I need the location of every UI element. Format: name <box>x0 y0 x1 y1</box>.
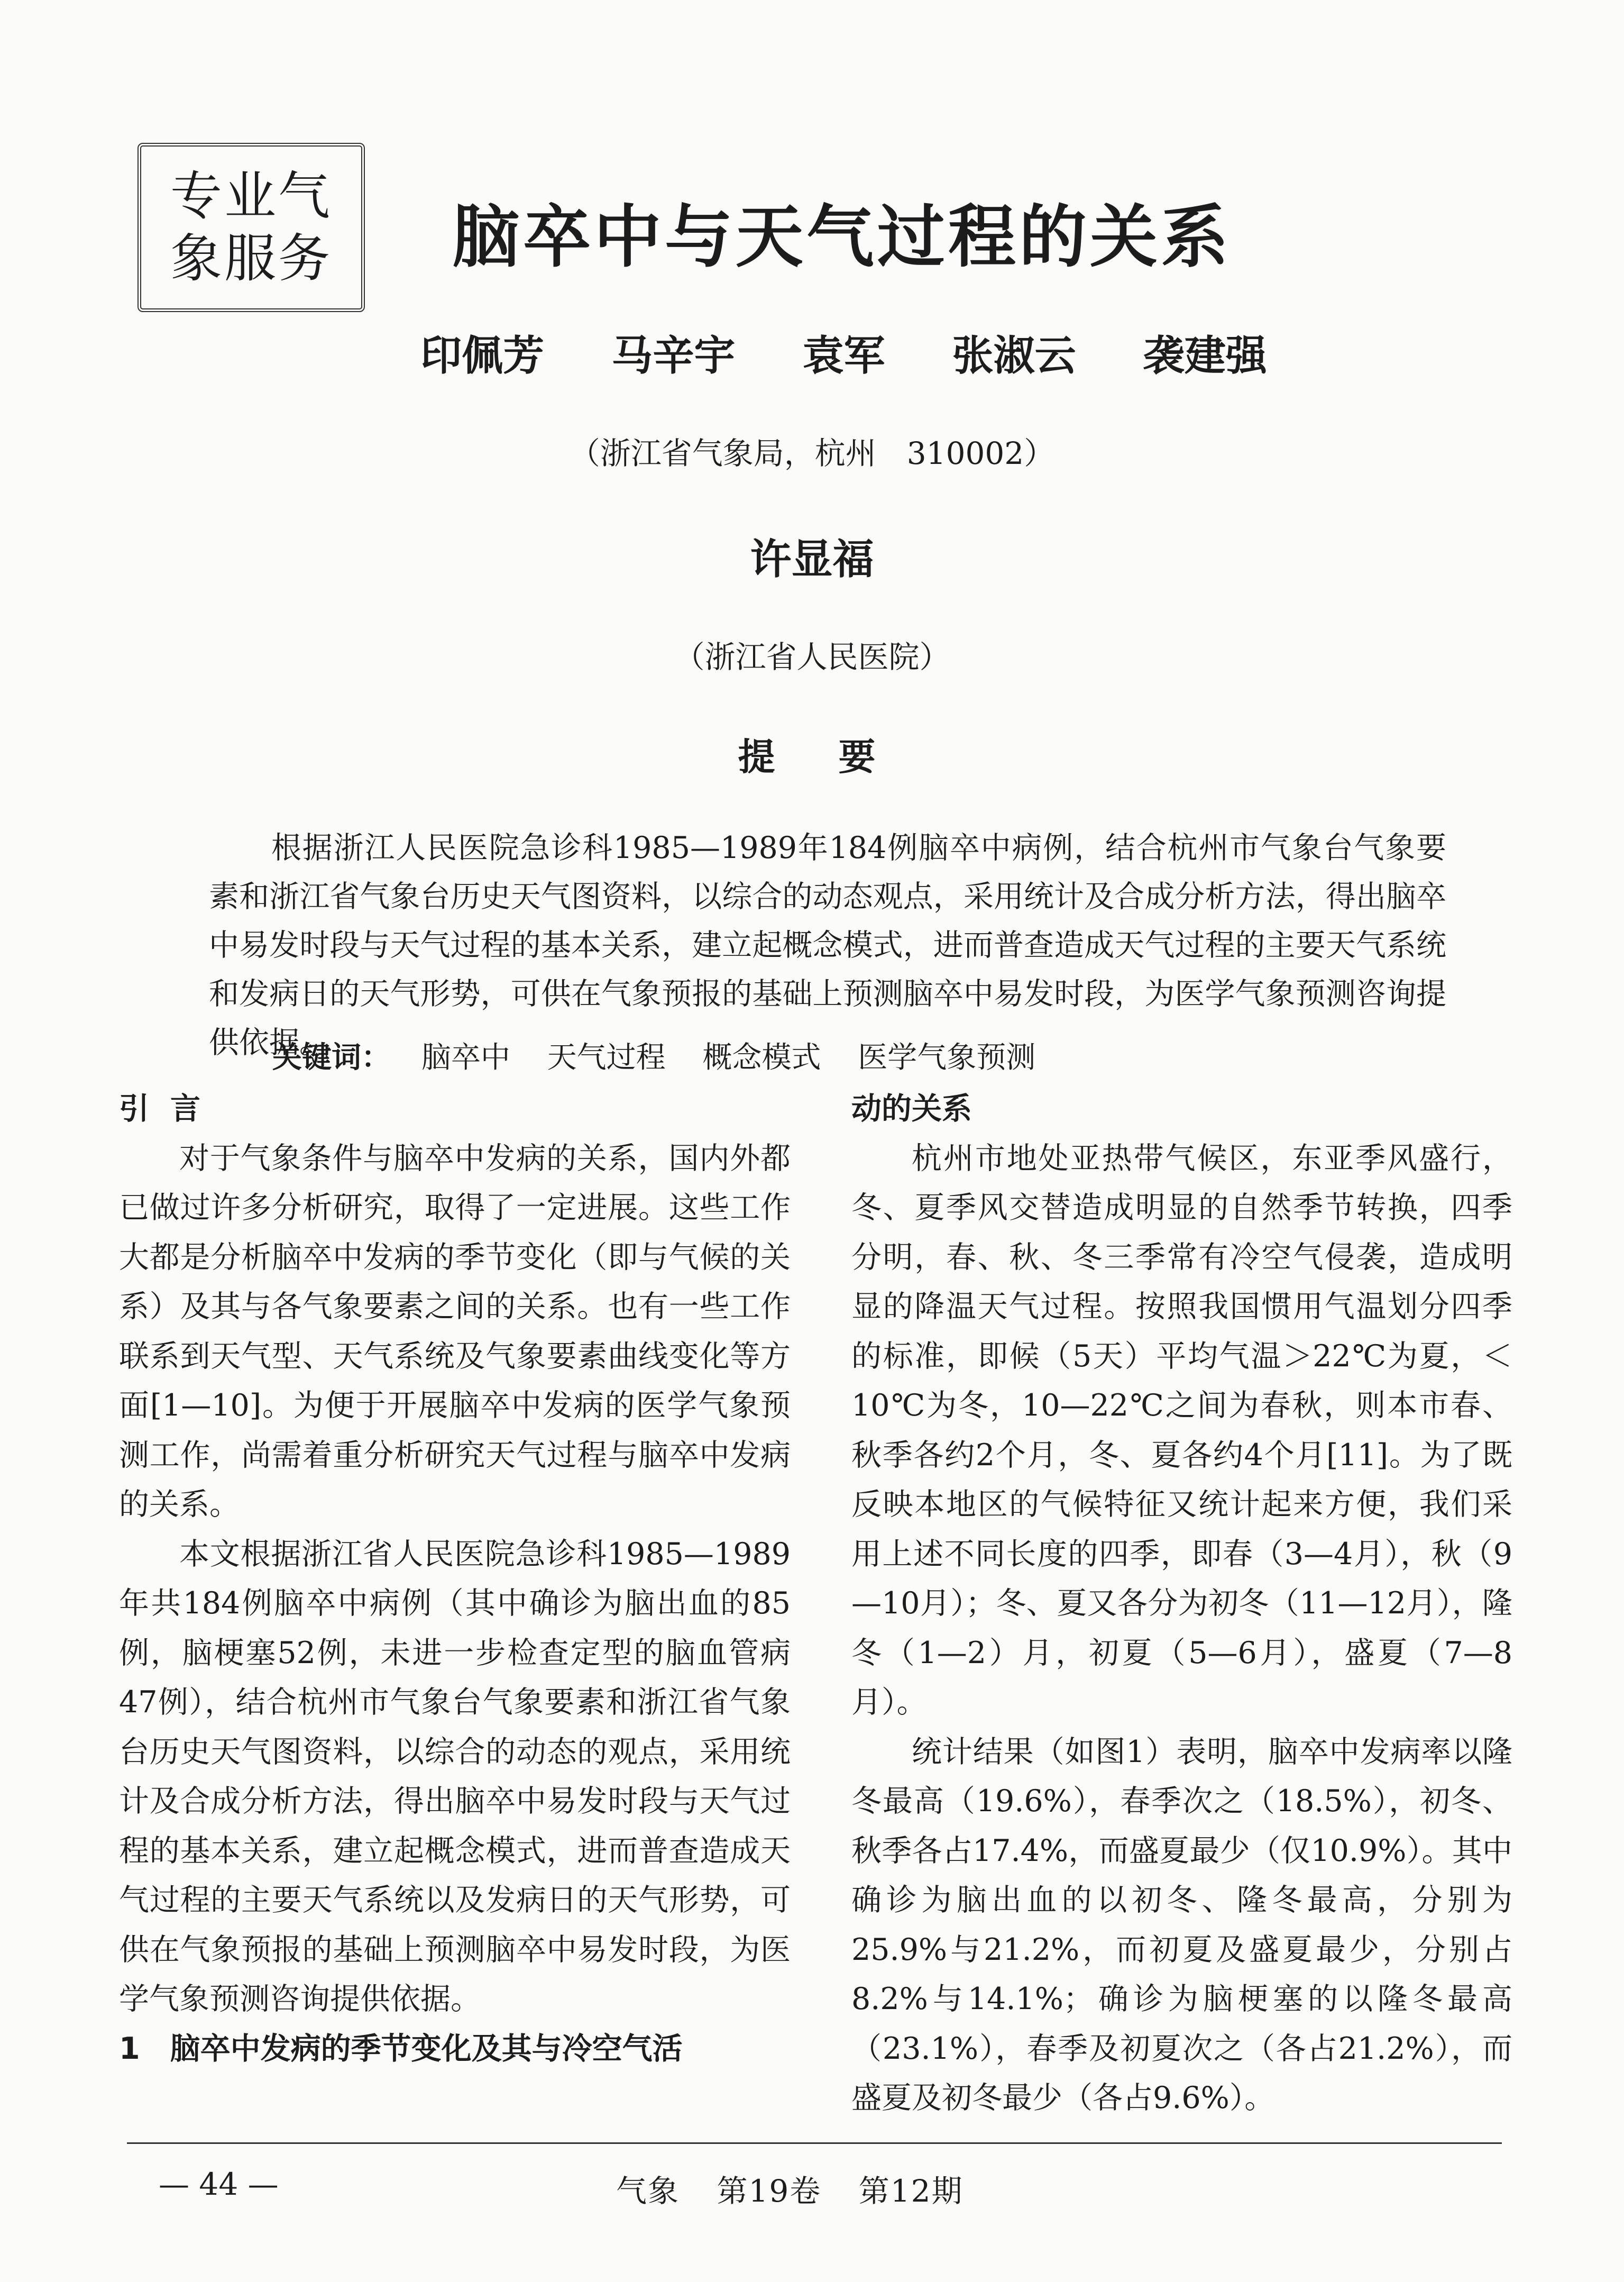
journal-volume: 第19卷 <box>717 2173 822 2209</box>
abstract-text: 根据浙江人民医院急诊科1985—1989年184例脑卒中病例，结合杭州市气象台气象要素和浙江省气象台历史天气图资料，以综合的动态观点，采用统计及合成分析方法，得出脑卒中易发时段与天气过程的基本关系，建立起概念模式，进而普查造成天气过程的主要天气系统和发病日的天气形势，可供在气象预报的基础上预测脑卒中易发时段，为医学气象预测咨询提供依据。 <box>209 830 1446 1060</box>
intro-heading: 引言 <box>119 1091 222 1126</box>
section-1-paragraph-1: 杭州市地处亚热带气候区，东亚季风盛行，冬、夏季风交替造成明显的自然季节转换，四季分明，春、秋、冬三季常有冷空气侵袭，造成明显的降温天气过程。按照我国惯用气温划分四季的标准，即候（5天）平均气温＞22℃为夏，＜10℃为冬，10—22℃之间为春秋，则本市春、秋季各约2个月，冬、夏各约4个月[11]。为了既反映本地区的气候特征又统计起来方便，我们采用上述不同长度的四季，即春（3—4月），秋（9—10月）；冬、夏又各分为初冬（11—12月），隆冬（1—2）月，初夏（5—6月），盛夏（7—8月）。 <box>851 1140 1512 1720</box>
journal-name: 气象 <box>616 2173 680 2209</box>
author-name: 张淑云 <box>952 332 1076 380</box>
page-number: — 44 — <box>159 2166 279 2202</box>
journal-issue: 第12期 <box>858 2173 964 2209</box>
affiliation-1: （浙江省气象局，杭州 310002） <box>569 435 1055 471</box>
affiliation-2: （浙江省人民医院） <box>674 639 950 675</box>
author-name: 马辛宇 <box>611 332 736 380</box>
author-list <box>0 323 1624 382</box>
keywords-line <box>272 1034 1063 1076</box>
author-name: 印佩芳 <box>420 332 545 380</box>
author-name: 袁军 <box>802 332 885 380</box>
keywords-label: 关键词： <box>272 1040 391 1075</box>
keyword: 概念模式 <box>702 1040 821 1075</box>
author-name: 袭建强 <box>1143 332 1267 380</box>
section-1-heading: 1 脑卒中发病的季节变化及其与冷空气活 <box>119 2031 683 2066</box>
column-badge <box>137 143 365 312</box>
intro-paragraph-2: 本文根据浙江省人民医院急诊科1985—1989年共184例脑卒中病例（其中确诊为脑出血的85例，脑梗塞52例，未进一步检查定型的脑血管病47例），结合杭州市气象台气象要素和浙江省气象台历史天气图资料，以综合的动态的观点，采用统计及合成分析方法，得出脑卒中易发时段与天气过程的基本关系，建立起概念模式，进而普查造成天气过程的主要天气系统以及发病日的天气形势，可供在气象预报的基础上预测脑卒中易发时段，为医学气象预测咨询提供依据。 <box>119 1536 791 2016</box>
intro-paragraph-1: 对于气象条件与脑卒中发病的关系，国内外都已做过许多分析研究，取得了一定进展。这些工作大都是分析脑卒中发病的季节变化（即与气候的关系）及其与各气象要素之间的关系。也有一些工作联系到天气型、天气系统及气象要素曲线变化等方面[1—10]。为便于开展脑卒中发病的医学气象预测工作，尚需着重分析研究天气过程与脑卒中发病的关系。 <box>119 1140 791 1522</box>
keyword: 脑卒中 <box>421 1040 510 1075</box>
journal-info <box>616 2166 990 2211</box>
second-author: 许显福 <box>750 535 874 583</box>
section-1-heading-continued: 动的关系 <box>851 1091 972 1126</box>
right-column <box>851 1084 1512 2123</box>
footer-rule <box>127 2142 1502 2144</box>
left-column <box>119 1084 791 2074</box>
abstract-heading: 提要 <box>738 735 939 779</box>
article-title: 脑卒中与天气过程的关系 <box>452 198 1232 277</box>
keyword: 天气过程 <box>547 1040 666 1075</box>
badge-line-1: 专业气 <box>170 166 332 226</box>
section-1-paragraph-2: 统计结果（如图1）表明，脑卒中发病率以隆冬最高（19.6%），春季次之（18.5%），初冬、秋季各占17.4%，而盛夏最少（仅10.9%）。其中确诊为脑出血的以初冬、隆冬最高，分别为25.9%与21.2%，而初夏及盛夏最少，分别占8.2%与14.1%；确诊为脑梗塞的以隆冬最高（23.1%），春季及初夏次之（各占21.2%），而盛夏及初冬最少（各占9.6%）。 <box>851 1734 1512 2115</box>
keyword: 医学气象预测 <box>858 1040 1036 1075</box>
badge-line-2: 象服务 <box>170 229 332 289</box>
